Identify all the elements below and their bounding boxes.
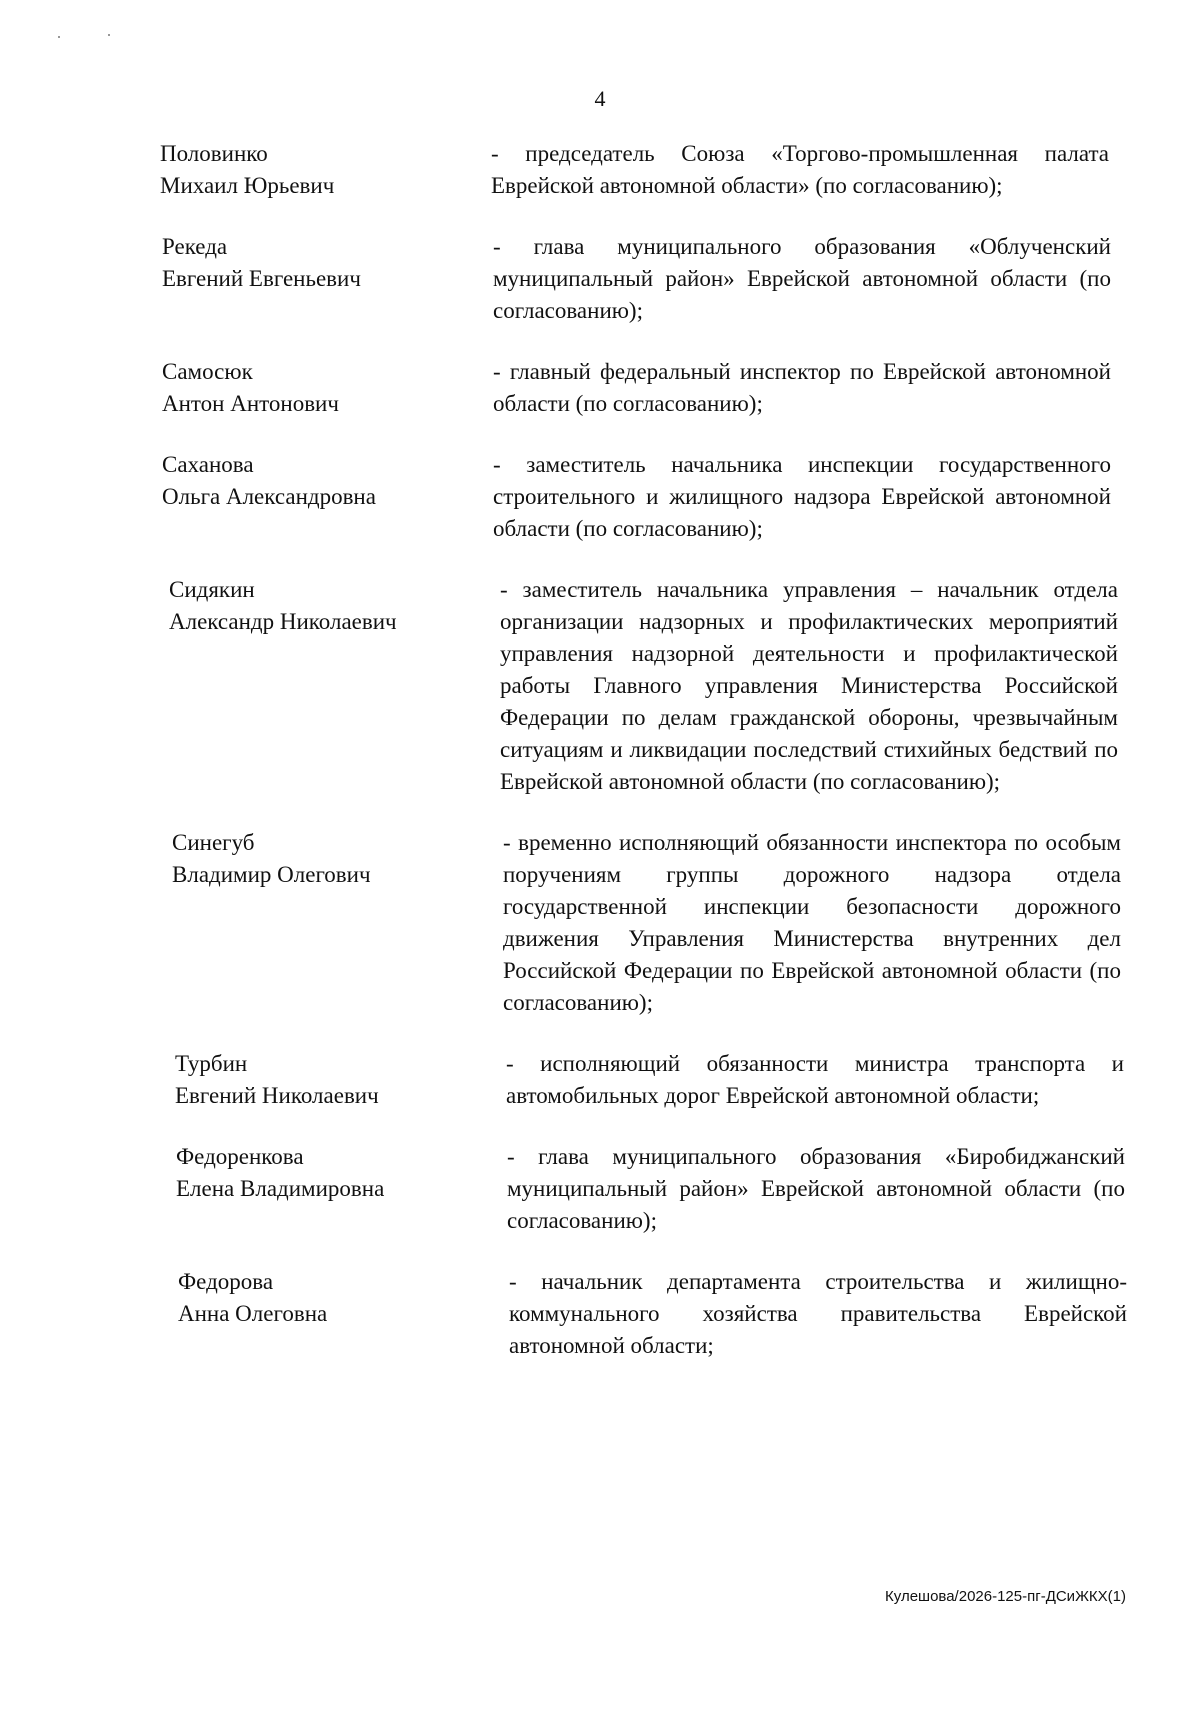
member-given-names: Михаил Юрьевич <box>160 173 335 198</box>
member-name <box>162 356 493 420</box>
document-reference-code: Кулешова/2026-125-пг-ДСиЖКХ(1) <box>885 1588 1126 1605</box>
member-surname: Рекеда <box>162 234 228 259</box>
member-surname: Синегуб <box>172 830 255 855</box>
member-role: - главный федеральный инспектор по Еврейской автономной области (по согласованию); <box>493 359 1111 416</box>
member-surname: Самосюк <box>162 359 253 384</box>
member-role: - временно исполняющий обязанности инспектора по особым поручениям группы дорожного надзора отдела государственной инспекции безопасности дорожного движения Управления Министерства внутренних дел Российской Федерации по Еврейской автономной области (по согласованию); <box>503 830 1121 1015</box>
member-name <box>160 138 491 202</box>
member-entry <box>169 574 1124 798</box>
member-entry <box>160 138 1124 202</box>
member-entry <box>178 1266 1127 1362</box>
page-number: 4 <box>594 86 606 111</box>
member-entry <box>175 1048 1124 1112</box>
member-entry <box>162 231 1124 327</box>
member-name <box>169 574 500 638</box>
member-name <box>172 827 503 891</box>
member-name <box>176 1141 507 1205</box>
member-role: - заместитель начальника инспекции государственного строительного и жилищного надзора Еврейской автономной области (по согласованию); <box>493 452 1111 541</box>
member-given-names: Елена Владимировна <box>176 1176 385 1201</box>
member-given-names: Анна Олеговна <box>178 1301 328 1326</box>
member-entry <box>176 1141 1124 1237</box>
member-entry <box>162 356 1124 420</box>
member-given-names: Ольга Александровна <box>162 484 376 509</box>
member-role: - глава муниципального образования «Биробиджанский муниципальный район» Еврейской автономной области (по согласованию); <box>507 1144 1125 1233</box>
member-role: - глава муниципального образования «Облученский муниципальный район» Еврейской автономной области (по согласованию); <box>493 234 1111 323</box>
member-surname: Сидякин <box>169 577 255 602</box>
member-given-names: Антон Антонович <box>162 391 339 416</box>
scan-speck <box>58 36 60 38</box>
member-role: - заместитель начальника управления – начальник отдела организации надзорных и профилактических мероприятий управления надзорной деятельности и профилактической работы Главного управления Министерства Российской Федерации по делам гражданской обороны, чрезвычайным ситуациям и ликвидации последствий стихийных бедствий по Еврейской автономной области (по согласованию); <box>500 577 1118 794</box>
member-surname: Саханова <box>162 452 254 477</box>
member-role: - начальник департамента строительства и жилищно-коммунального хозяйства правительства Еврейской автономной области; <box>509 1269 1127 1358</box>
members-list <box>160 138 1127 1391</box>
member-role: - исполняющий обязанности министра транспорта и автомобильных дорог Еврейской автономной области; <box>506 1051 1124 1108</box>
member-entry <box>172 827 1124 1019</box>
member-surname: Половинко <box>160 141 268 166</box>
member-given-names: Евгений Николаевич <box>175 1083 379 1108</box>
member-surname: Турбин <box>175 1051 248 1076</box>
member-surname: Федоренкова <box>176 1144 304 1169</box>
member-role: - председатель Союза «Торгово-промышленная палата Еврейской автономной области» (по согласованию); <box>491 141 1109 198</box>
member-entry <box>162 449 1124 545</box>
member-name <box>162 231 493 295</box>
scan-speck <box>108 34 110 36</box>
member-surname: Федорова <box>178 1269 274 1294</box>
member-name <box>162 449 493 513</box>
member-name <box>178 1266 509 1330</box>
member-given-names: Владимир Олегович <box>172 862 371 887</box>
member-given-names: Александр Николаевич <box>169 609 397 634</box>
member-given-names: Евгений Евгеньевич <box>162 266 361 291</box>
member-name <box>175 1048 506 1112</box>
